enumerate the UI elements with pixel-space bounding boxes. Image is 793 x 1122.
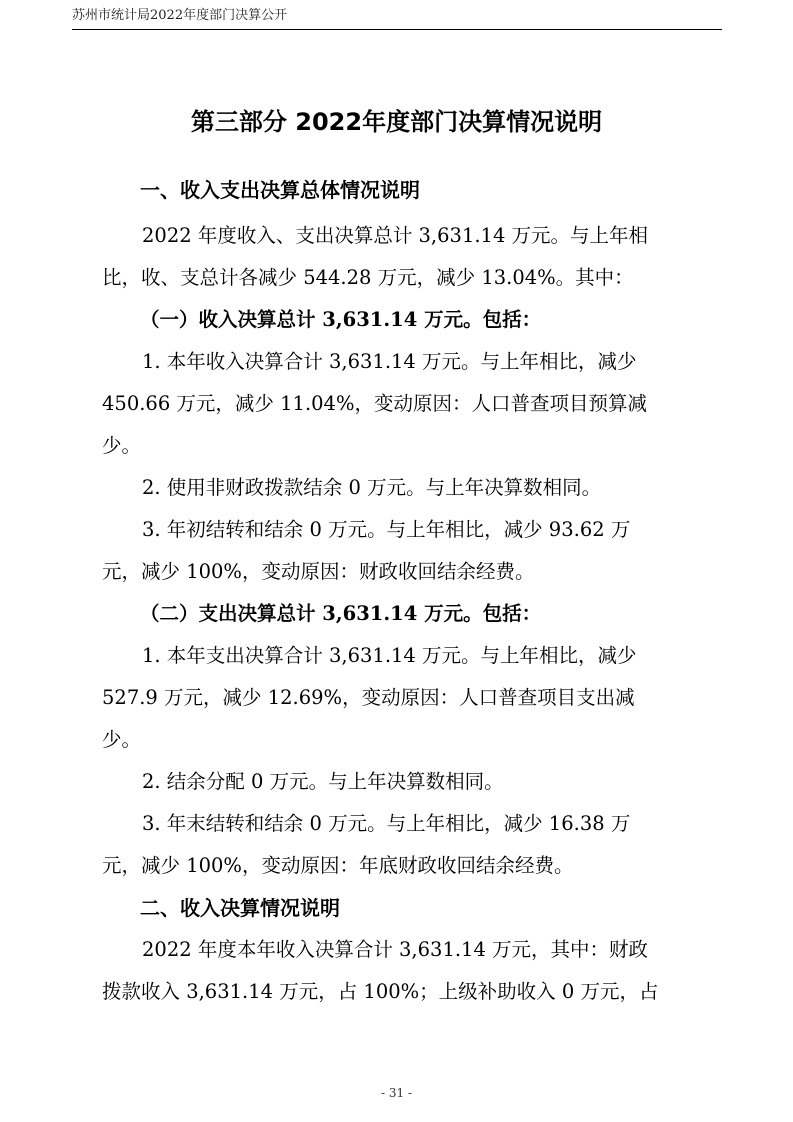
- section-heading-2: 二、收入决算情况说明: [140, 896, 340, 920]
- paragraph-line: 元，减少 100%，变动原因：年底财政收回结余经费。: [102, 854, 574, 877]
- paragraph-line: 拨款收入 3,631.14 万元，占 100%；上级补助收入 0 万元，占: [102, 980, 659, 1003]
- paragraph-line: 3. 年初结转和结余 0 万元。与上年相比，减少 93.62 万: [142, 518, 631, 541]
- paragraph-line: 1. 本年收入决算合计 3,631.14 万元。与上年相比，减少: [142, 350, 637, 373]
- page-number: - 31 -: [380, 1086, 412, 1100]
- paragraph-line: 3. 年末结转和结余 0 万元。与上年相比，减少 16.38 万: [142, 812, 631, 835]
- header-divider: [72, 29, 722, 30]
- paragraph-line: 少。: [102, 434, 142, 457]
- paragraph-line: 450.66 万元，减少 11.04%，变动原因：人口普查项目预算减: [102, 392, 647, 415]
- paragraph-line: 比，收、支总计各减少 544.28 万元，减少 13.04%。其中：: [102, 266, 634, 289]
- subsection-heading-1: （一）收入决算总计 3,631.14 万元。包括：: [140, 308, 542, 331]
- paragraph-line: 2022 年度本年收入决算合计 3,631.14 万元，其中：财政: [142, 938, 649, 961]
- paragraph-line: 元，减少 100%，变动原因：财政收回结余经费。: [102, 560, 535, 583]
- paragraph-line: 2. 结余分配 0 万元。与上年决算数相同。: [142, 770, 504, 793]
- section-heading-1: 一、收入支出决算总体情况说明: [140, 178, 420, 202]
- paragraph-line: 2. 使用非财政拨款结余 0 万元。与上年决算数相同。: [142, 476, 602, 499]
- paragraph-line: 2022 年度收入、支出决算总计 3,631.14 万元。与上年相: [142, 224, 649, 247]
- paragraph-line: 527.9 万元，减少 12.69%，变动原因：人口普查项目支出减: [102, 686, 635, 709]
- paragraph-line: 1. 本年支出决算合计 3,631.14 万元。与上年相比，减少: [142, 644, 637, 667]
- page-title: 第三部分 2022年度部门决算情况说明: [190, 108, 603, 136]
- paragraph-line: 少。: [102, 728, 142, 751]
- subsection-heading-2: （二）支出决算总计 3,631.14 万元。包括：: [140, 602, 542, 625]
- document-header: 苏州市统计局2022年度部门决算公开: [72, 8, 288, 23]
